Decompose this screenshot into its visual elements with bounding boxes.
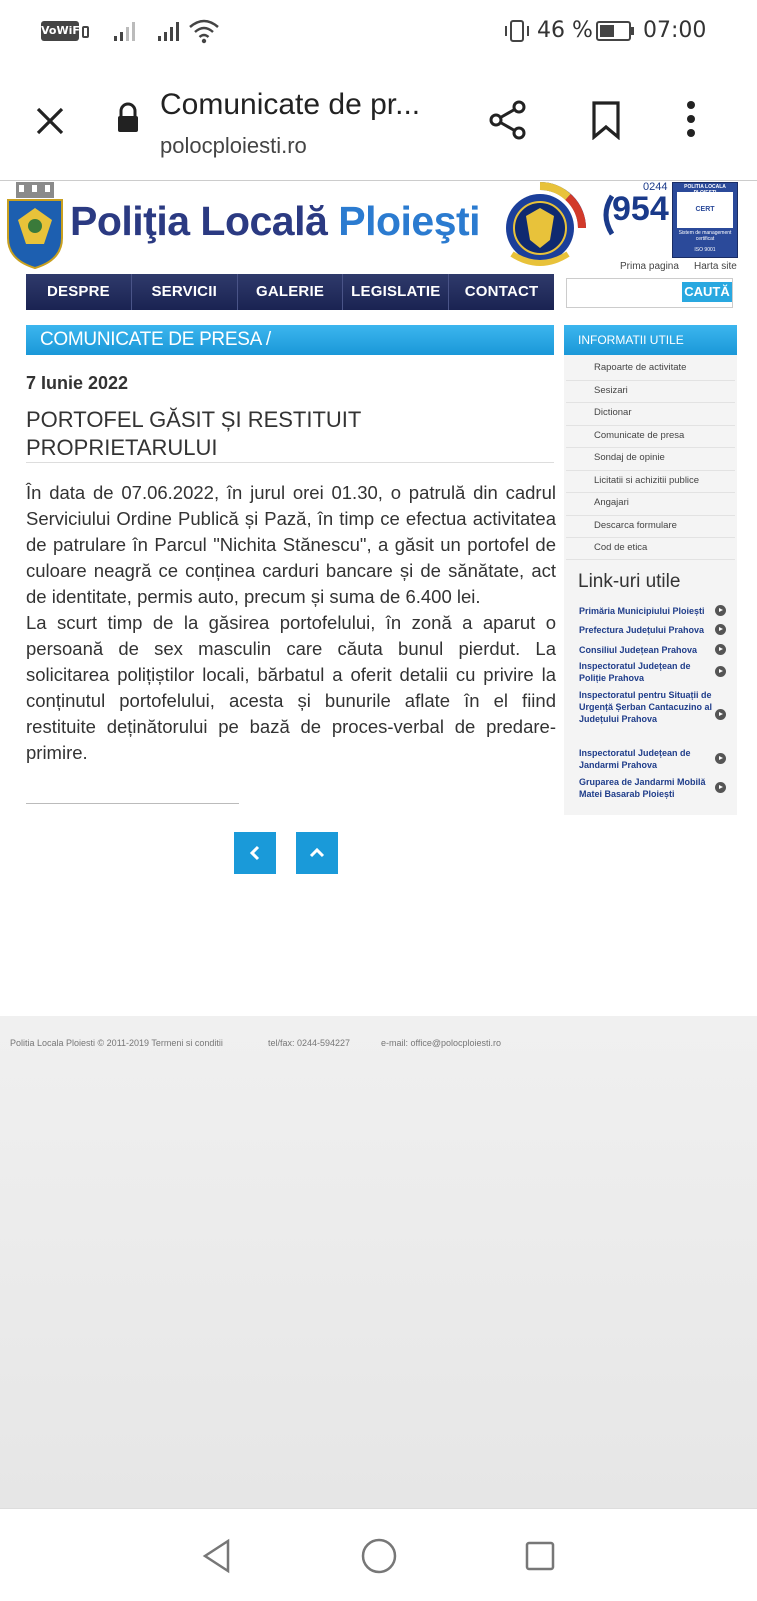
article-end-divider xyxy=(26,803,239,804)
main-nav xyxy=(26,274,554,310)
signal-weak-icon xyxy=(112,20,140,42)
sidebar-item-dictionar[interactable]: Dictionar xyxy=(594,407,632,418)
footer-email[interactable]: e-mail: office@polocploiesti.ro xyxy=(381,1038,502,1048)
arrow-right-icon xyxy=(715,666,726,677)
badge-line2: ISO 9001 xyxy=(694,247,716,253)
sidebar-divider xyxy=(566,515,735,516)
article-title: PORTOFEL GĂSIT ȘI RESTITUIT PROPRIETARULUI xyxy=(26,407,361,460)
sidebar-divider xyxy=(566,537,735,538)
nav-galerie[interactable]: GALERIE xyxy=(238,274,344,310)
vowifi-icon: VoWiFi xyxy=(41,21,79,41)
link-isu[interactable]: Inspectoratul pentru Situații de Urgență Șerban Cantacuzino al Județului Prahova xyxy=(579,690,713,724)
sidebar-divider xyxy=(566,380,735,381)
scroll-top-button[interactable] xyxy=(296,832,338,874)
back-button[interactable] xyxy=(234,832,276,874)
back-triangle-icon[interactable] xyxy=(200,1538,234,1574)
lock-icon xyxy=(116,102,140,134)
signal-strong-icon xyxy=(156,20,184,42)
home-link[interactable]: Prima pagina xyxy=(620,261,679,272)
footer-copyright[interactable]: Politia Locala Ploiesti © 2011-2019 Termeni si conditii xyxy=(10,1038,223,1048)
sidebar-item-angajari[interactable]: Angajari xyxy=(594,497,629,508)
footer-area xyxy=(0,1016,757,1508)
badge-logo xyxy=(677,192,733,228)
phone-prefix: 0244 xyxy=(643,181,668,193)
search-button[interactable]: CAUTĂ xyxy=(682,282,732,302)
emergency-phone: 954 xyxy=(612,190,669,228)
sidebar-info-title: INFORMATII UTILE xyxy=(564,325,737,355)
chevron-up-icon xyxy=(309,845,325,861)
link-ijj[interactable]: Inspectoratul Județean de Jandarmi Prahova xyxy=(579,748,691,770)
page-title: Comunicate de pr... xyxy=(160,88,421,121)
battery-percent: 46 % xyxy=(537,18,593,43)
sidebar-divider xyxy=(566,470,735,471)
article-date: 7 Iunie 2022 xyxy=(26,373,129,393)
home-circle-icon[interactable] xyxy=(360,1537,398,1575)
sidebar-item-sesizari[interactable]: Sesizari xyxy=(594,385,628,396)
sitemap-link[interactable]: Harta site xyxy=(694,261,737,272)
nav-legislatie[interactable]: LEGISLATIE xyxy=(343,274,449,310)
vibrate-icon xyxy=(502,18,532,44)
sidebar-item-sondaj[interactable]: Sondaj de opinie xyxy=(594,452,665,463)
chevron-left-icon xyxy=(247,845,263,861)
link-primaria[interactable]: Primăria Municipiului Ploiești xyxy=(579,606,705,616)
sidebar-item-licitatii[interactable]: Licitatii si achizitii publice xyxy=(594,475,700,486)
sidebar-divider xyxy=(566,402,735,403)
wifi-call-badge xyxy=(82,26,89,38)
sidebar xyxy=(564,325,737,815)
more-options-icon[interactable] xyxy=(684,100,698,140)
badge-title: POLITIA LOCALA xyxy=(684,184,726,190)
article-paragraph: La scurt timp de la găsirea portofelului, în zonă a aparut o persoană de sex masculin care căuta bunul pierdut. La solicitarea polițiștilor locali, bărbatul a oferit detalii cu privire la conținutul portofelului, acesta și bunurile aflate în el fiind restituite deținătorului pe bază de proces-verbal de predare-primire. xyxy=(26,612,556,763)
nav-servicii[interactable]: SERVICII xyxy=(132,274,238,310)
arrow-right-icon xyxy=(715,644,726,655)
sidebar-divider xyxy=(566,447,735,448)
recents-square-icon[interactable] xyxy=(524,1540,556,1572)
sidebar-item-formulare[interactable]: Descarca formulare xyxy=(594,520,677,531)
site-logo-text[interactable] xyxy=(70,198,480,245)
logo-text-part1: Poliţia Locală xyxy=(70,198,328,244)
arrow-right-icon xyxy=(715,709,726,720)
arrow-right-icon xyxy=(715,782,726,793)
nav-contact[interactable]: CONTACT xyxy=(464,283,539,300)
badge-line1: Sistem de management certificat xyxy=(678,230,732,242)
share-icon[interactable] xyxy=(486,98,530,142)
sidebar-divider xyxy=(566,425,735,426)
link-ijp[interactable]: Inspectoratul Județean de Poliție Prahova xyxy=(579,661,691,683)
arrow-right-icon xyxy=(715,624,726,635)
bookmark-icon[interactable] xyxy=(589,100,623,140)
battery-icon xyxy=(596,20,636,42)
arrow-right-icon xyxy=(715,753,726,764)
sidebar-item-rapoarte[interactable]: Rapoarte de activitate xyxy=(594,362,687,373)
link-gruparea[interactable]: Gruparea de Jandarmi Mobilă Matei Basarab Ploiești xyxy=(579,777,706,799)
iso-certification-badge xyxy=(672,182,738,258)
title-divider xyxy=(26,462,554,463)
coat-of-arms-logo[interactable] xyxy=(4,180,66,270)
link-consiliul[interactable]: Consiliul Județean Prahova xyxy=(579,645,698,655)
footer-telfax: tel/fax: 0244-594227 xyxy=(268,1038,351,1048)
badge-mark: CERT xyxy=(695,206,715,213)
arrow-right-icon xyxy=(715,605,726,616)
police-emblem-logo xyxy=(492,182,588,272)
logo-text-part2: Ploieşti xyxy=(338,198,481,244)
url-display[interactable]: polocploiesti.ro xyxy=(160,133,307,158)
link-prefectura[interactable]: Prefectura Județului Prahova xyxy=(579,625,705,635)
sidebar-divider xyxy=(566,492,735,493)
useful-links-title: Link-uri utile xyxy=(578,571,681,592)
wifi-icon xyxy=(188,18,220,44)
sidebar-item-comunicate[interactable]: Comunicate de presa xyxy=(594,430,685,441)
search-input[interactable] xyxy=(573,283,677,303)
clock: 07:00 xyxy=(643,18,707,43)
article-body xyxy=(26,480,556,766)
nav-despre[interactable]: DESPRE xyxy=(26,274,132,310)
article-paragraph: În data de 07.06.2022, în jurul orei 01.30, o patrulă din cadrul Serviciului Ordine Publică și Pază, în timp ce efectua activitatea de patrulare în Parcul "Nichita Stănescu", a găsit un portofel de culoare neagră ce conținea carduri bancare și de sănătate, act de identitate, permis auto, precum și suma de 6.400 lei. xyxy=(26,482,556,607)
sidebar-divider xyxy=(566,559,735,560)
close-icon[interactable] xyxy=(34,105,66,137)
section-title: COMUNICATE DE PRESA / xyxy=(26,325,554,355)
sidebar-item-cod-etica[interactable]: Cod de etica xyxy=(594,542,648,553)
